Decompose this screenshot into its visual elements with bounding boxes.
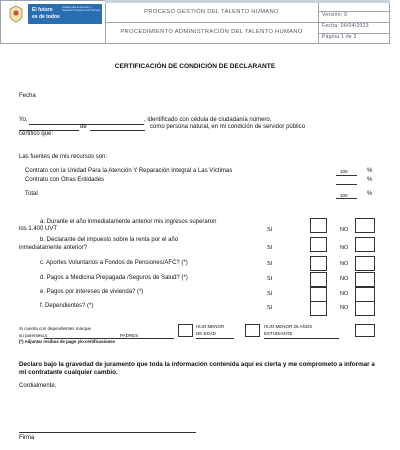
dependents-line1: Si cuenta con dependientes marque — [19, 326, 92, 331]
como-text: como persona natural, en mi condición de servidor público — [150, 124, 306, 130]
question-a-no-label: NO — [340, 227, 349, 233]
adjuntar-note: (*) Adjuntar recibos de pago y/o certificaciones — [19, 339, 116, 344]
income-total-label: Total — [25, 191, 38, 197]
dependents-line2: su parentesco — [19, 333, 48, 338]
logo-line2: es de todos — [32, 14, 60, 20]
hijo-25-underline — [264, 338, 339, 339]
question-d-label: d. Pagos a Medicina Prepagada /Seguros de Salud? (*) — [40, 275, 188, 281]
fuentes-label: Las fuentes de mis recursos son: — [19, 154, 108, 160]
process-title: PROCESO GESTIÓN DEL TALENTO HUMANO — [144, 9, 279, 15]
income-total-line[interactable] — [336, 198, 357, 199]
hijo-25-checkbox[interactable] — [355, 324, 375, 337]
income-total-unit: % — [367, 191, 373, 197]
question-f-si-label: SI — [267, 305, 273, 311]
padres-label: PADRES — [120, 333, 139, 338]
padres-checkbox[interactable] — [178, 324, 193, 337]
question-d-no-checkbox[interactable] — [355, 272, 375, 287]
income-row-1-value: 100 — [340, 169, 348, 174]
cordialmente-text: Cordialmente, — [19, 383, 57, 389]
question-e-si-label: SI — [267, 291, 273, 297]
hijo-25-line1: HIJO MENOR 25 AÑOS — [264, 324, 313, 329]
question-a-line1: a. Durante el año inmediatamente anterior mis ingresos superaron — [40, 219, 217, 225]
question-c-si-label: SI — [267, 261, 273, 267]
question-e-no-label: NO — [340, 291, 349, 297]
question-f-si-checkbox[interactable] — [310, 301, 327, 316]
identificado-text: , identificado con cédula de ciudadanía número, — [144, 117, 272, 123]
question-b-line1: b. Declarante del impuesto sobre la renta por el año — [40, 237, 179, 243]
income-row-2-line[interactable] — [336, 184, 357, 185]
question-c-label: c. Aportes Voluntarios a Fondos de Pensiones/AFC? (*) — [40, 260, 188, 266]
question-c-no-checkbox[interactable] — [355, 256, 375, 271]
hijo-25-line2: ESTUDIANTE — [264, 331, 293, 336]
header-top-band — [105, 0, 390, 3]
question-c-si-checkbox[interactable] — [310, 256, 327, 271]
income-row-1-label: Contrato con la Unidad Para la Atención Y Reparación Integral a Las Víctimas — [25, 168, 233, 174]
question-b-line2: inmediatamente anterior? — [19, 245, 88, 251]
income-row-2-label: Contrato con Otras Entidades — [25, 177, 105, 183]
question-a-no-checkbox[interactable] — [355, 218, 375, 233]
question-a-si-label: SI — [267, 227, 273, 233]
hijo-menor-underline — [196, 338, 234, 339]
page-number: Página 1 de 2 — [322, 34, 357, 40]
question-f-label: f. Dependientes? (*) — [40, 303, 94, 309]
question-d-no-label: NO — [340, 276, 349, 282]
certifico-text: certifico que: — [19, 131, 54, 137]
question-d-si-label: SI — [267, 276, 273, 282]
date-label: Fecha: 06/04/2023 — [322, 23, 369, 29]
question-b-no-checkbox[interactable] — [355, 237, 375, 252]
question-a-line2: los 1.400 UVT — [19, 226, 58, 232]
income-row-2-unit: % — [367, 177, 373, 183]
question-d-si-checkbox[interactable] — [310, 272, 327, 287]
question-c-no-label: NO — [340, 261, 349, 267]
income-total-value: 100 — [340, 193, 348, 198]
question-f-no-checkbox[interactable] — [355, 301, 375, 316]
question-b-si-checkbox[interactable] — [310, 237, 327, 252]
brand-logo — [28, 4, 102, 24]
question-e-label: e. Pagos por intereses de vivienda? (*) — [40, 289, 144, 295]
question-f-no-label: NO — [340, 305, 349, 311]
procedure-title: PROCEDIMIENTO ADMINISTRACIÓN DEL TALENTO HUMANO — [120, 29, 303, 35]
hijo-menor-line2: DE EDAD — [196, 331, 217, 336]
question-b-si-label: SI — [267, 245, 273, 251]
hijo-menor-checkbox[interactable] — [245, 324, 260, 337]
city-field-line[interactable] — [90, 130, 145, 131]
seal-icon — [8, 5, 24, 23]
version-label: Versión: 9 — [322, 12, 348, 18]
page-title: CERTIFICACIÓN DE CONDICIÓN DE DECLARANTE — [114, 63, 276, 70]
yo-label: Yo, — [19, 117, 28, 123]
logo-sub: Unidad para la atención y reparación integral a las víctimas — [62, 6, 100, 13]
income-row-1-line[interactable] — [336, 175, 357, 176]
hijo-menor-line1: HIJO MENOR — [196, 324, 225, 329]
declaration-text: Declaro bajo la gravedad de juramento que toda la información contenida aquí es cierta y me comprometo a informar a mi contratante cualquier cambio. — [19, 361, 375, 376]
logo-line1: El futuro — [32, 7, 53, 13]
question-b-no-label: NO — [340, 245, 349, 251]
signature-line[interactable] — [19, 432, 196, 433]
income-row-1-unit: % — [367, 168, 373, 174]
question-a-si-checkbox[interactable] — [310, 218, 327, 233]
fecha-label: Fecha — [19, 93, 36, 99]
question-e-si-checkbox[interactable] — [310, 287, 327, 302]
question-e-no-checkbox[interactable] — [355, 287, 375, 302]
firma-label: Firma — [19, 435, 35, 441]
page-label — [322, 34, 357, 40]
de-label: de — [80, 124, 87, 130]
